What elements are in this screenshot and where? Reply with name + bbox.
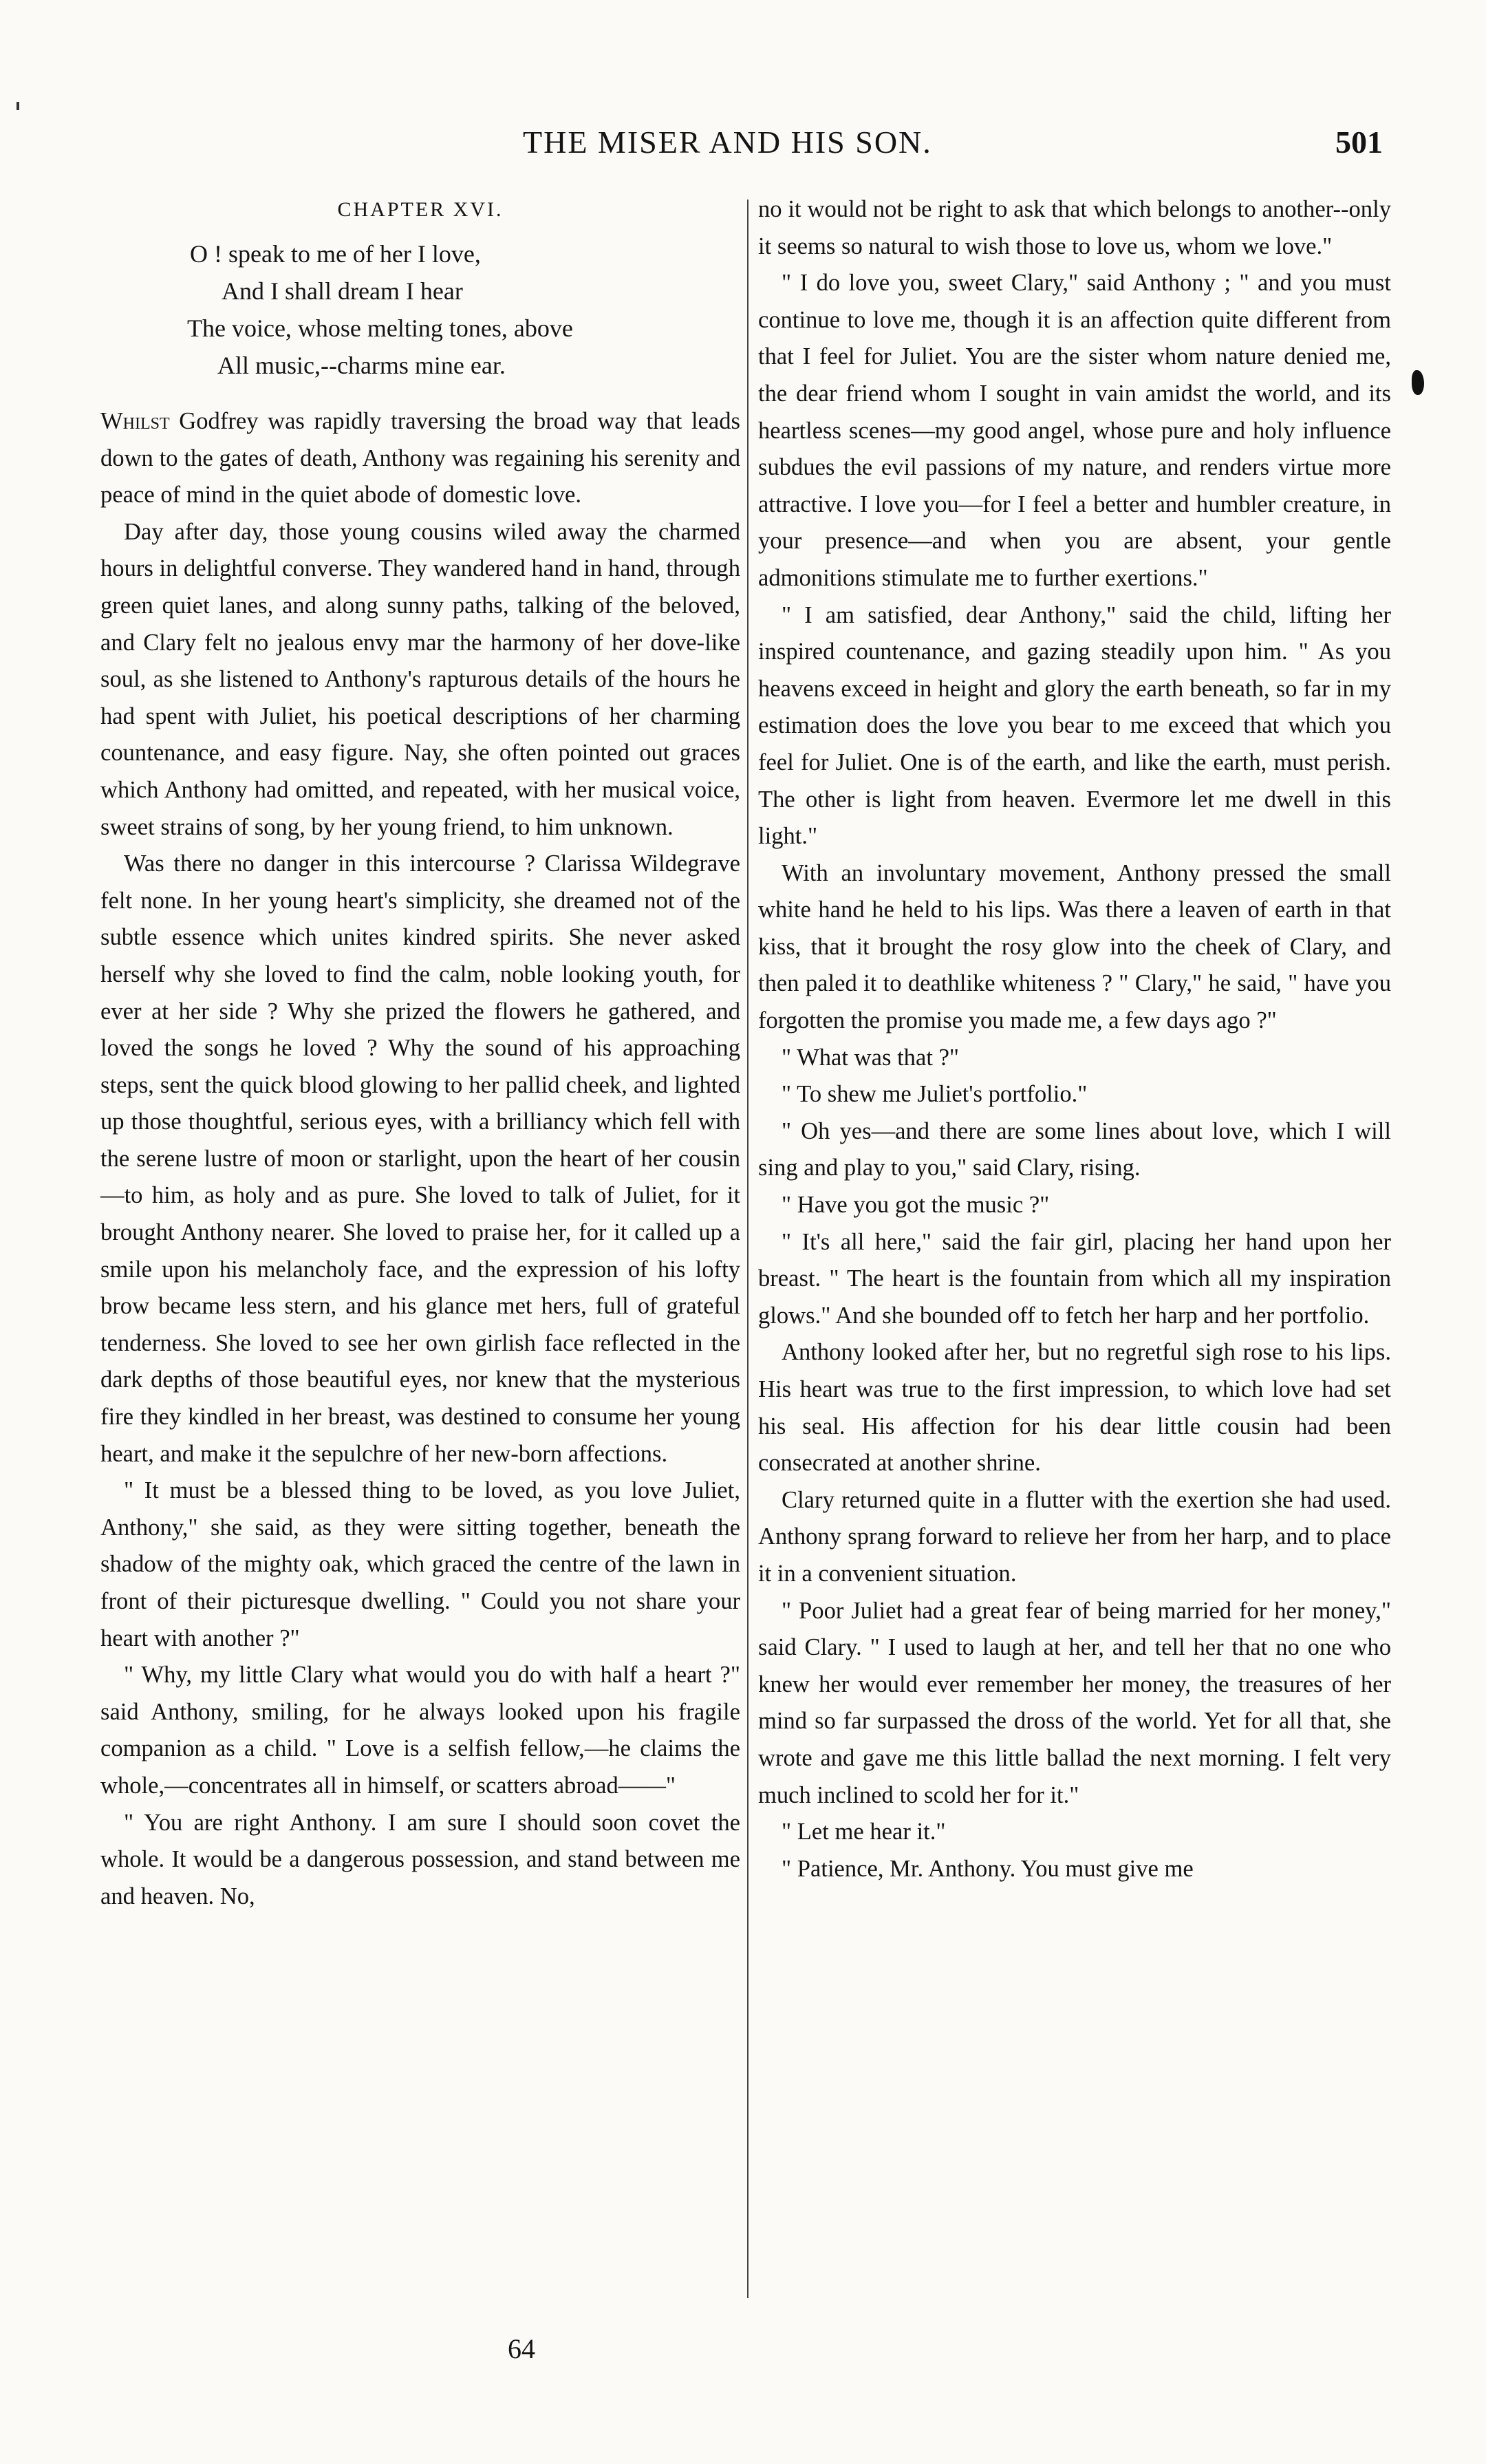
paragraph: no it would not be right to ask that which belongs to another--only it seems so natural to wish those to love us, whom we love." [758, 196, 1391, 259]
epigraph-line: O ! speak to me of her I love, [190, 240, 481, 268]
signature-mark: 64 [508, 2333, 535, 2364]
running-title: THE MISER AND HIS SON. [523, 125, 932, 160]
paragraph: " You are right Anthony. I am sure I should soon covet the whole. It would be a dangerous possession, and stand between me and heaven. No, [100, 1809, 740, 1909]
paragraph: Anthony looked after her, but no regretful sigh rose to his lips. His heart was true to the first impression, to which love had set his seal. His affection for his dear little cousin had been consecrated at another shrine. [758, 1339, 1391, 1477]
paragraph: " Poor Juliet had a great fear of being married for her money," said Clary. " I used to laugh at her, and tell her that no one who knew her would ever remember her money, the treasures of her mind so far surpassed the dross of the world. Yet for all that, she wrote and gave me this little ballad the next morning. I felt very much inclined to scold her for it." [758, 1597, 1391, 1808]
paragraph: " Why, my little Clary what would you do with half a heart ?" said Anthony, smiling, for he always looked upon his fragile companion as a child. " Love is a selfish fellow,—he claims the whole,—concentrates all in himself, or scatters abroad——" [100, 1662, 740, 1799]
paragraph: Clary returned quite in a flutter with the exertion she had used. Anthony sprang forward to relieve her from her harp, and to place it in a convenient situation. [758, 1486, 1391, 1587]
paragraph: " It's all here," said the fair girl, placing her hand upon her breast. " The heart is the fountain from which all my inspiration glows." And she bounded off to fetch her harp and her portfolio. [758, 1228, 1391, 1329]
paragraph: Was there no danger in this intercourse ? Clarissa Wildegrave felt none. In her young heart's simplicity, she dreamed not of the subtle essence which unites kindred spirits. She never asked herself why she loved to find the calm, noble looking youth, for ever at her side ? Why she prized the flowers he gathered, and loved the songs he loved ? Why the sound of his approaching steps, sent the quick blood glowing to her pallid cheek, and lighted up those thoughtful, serious eyes, with a brilliancy which fell with the serene lustre of moon or starlight, upon the heart of her cousin—to him, as holy and as pure. She loved to talk of Juliet, for it brought Anthony nearer. She loved to praise her, for it called up a smile upon his melancholy face, and the expression of his lofty brow became less stern, and his glance met hers, full of grateful tenderness. She loved to see her own girlish face reflected in the dark depths of those beautiful eyes, nor knew that the mysterious fire they kindled in her breast, was destined to consume her young heart, and make it the sepulchre of her new-born affections. [100, 850, 740, 1467]
epigraph-line: And I shall dream I hear [222, 277, 463, 305]
paragraph: " To shew me Juliet's portfolio." [782, 1081, 1088, 1108]
ink-blot [1412, 370, 1424, 395]
left-column [100, 191, 740, 1915]
column-rule [747, 200, 749, 2298]
paragraph: " Oh yes—and there are some lines about love, which I will sing and play to you," said Clary, rising. [758, 1117, 1391, 1181]
page-number: 501 [1335, 125, 1383, 160]
page-header [0, 124, 1486, 172]
paragraph: " It must be a blessed thing to be loved, as you love Juliet, Anthony," she said, as they were sitting together, beneath the shadow of the mighty oak, which graced the centre of the lawn in front of their picturesque dwelling. " Could you not share your heart with another ?" [100, 1477, 740, 1651]
stray-ink-mark [17, 102, 19, 110]
paragraph: " I do love you, sweet Clary," said Anthony ; " and you must continue to love me, though it is an affection quite different from that I feel for Juliet. You are the sister whom nature denied me, the dear friend whom I sought in vain amidst the world, and its heartless scenes—my good angel, whose pure and holy influence subdues the evil passions of my nature, and renders virtue more attractive. I love you—for I feel a better and humbler creature, in your presence—and when you are absent, your gentle admonitions stimulate me to further exertions." [758, 270, 1391, 591]
right-column [758, 191, 1391, 1887]
paragraph: " Patience, Mr. Anthony. You must give me [782, 1855, 1194, 1882]
chapter-opening-word: Whilst [100, 408, 170, 434]
epigraph-line: All music,--charms mine ear. [217, 352, 506, 379]
paragraph-text: Godfrey was rapidly traversing the broad way that leads down to the gates of death, Anthony was regaining his serenity and peace of mind in the quiet abode of domestic love. [100, 408, 740, 508]
chapter-heading: CHAPTER XVI. [337, 198, 504, 221]
epigraph [100, 235, 740, 384]
paragraph: Day after day, those young cousins wiled away the charmed hours in delightful converse. They wandered hand in hand, through green quiet lanes, and along sunny paths, talking of the beloved, and Clary felt no jealous envy mar the harmony of her dove-like soul, as she listened to Anthony's rapturous details of the hours he had spent with Juliet, his poetical descriptions of her charming countenance, and easy figure. Nay, she often pointed out graces which Anthony had omitted, and repeated, with her musical voice, sweet strains of song, by her young friend, to him unknown. [100, 518, 740, 840]
paragraph: " Have you got the music ?" [782, 1192, 1050, 1219]
paragraph: " Let me hear it." [782, 1819, 946, 1845]
paragraph: With an involuntary movement, Anthony pressed the small white hand he held to his lips. Was there a leaven of earth in that kiss, that it brought the rosy glow into the cheek of Clary, and then paled it to deathlike whiteness ? " Clary," he said, " have you forgotten the promise you made me, a few days ago ?" [758, 859, 1391, 1034]
paragraph: " What was that ?" [782, 1044, 960, 1071]
epigraph-line: The voice, whose melting tones, above [187, 314, 573, 342]
paragraph: " I am satisfied, dear Anthony," said the child, lifting her inspired countenance, and gazing steadily upon him. " As you heavens exceed in height and glory the earth beneath, so far in my estimation does the love you bear to me exceed that which you feel for Juliet. One is of the earth, and like the earth, must perish. The other is light from heaven. Evermore let me dwell in this light." [758, 601, 1391, 850]
paragraph [100, 403, 740, 514]
